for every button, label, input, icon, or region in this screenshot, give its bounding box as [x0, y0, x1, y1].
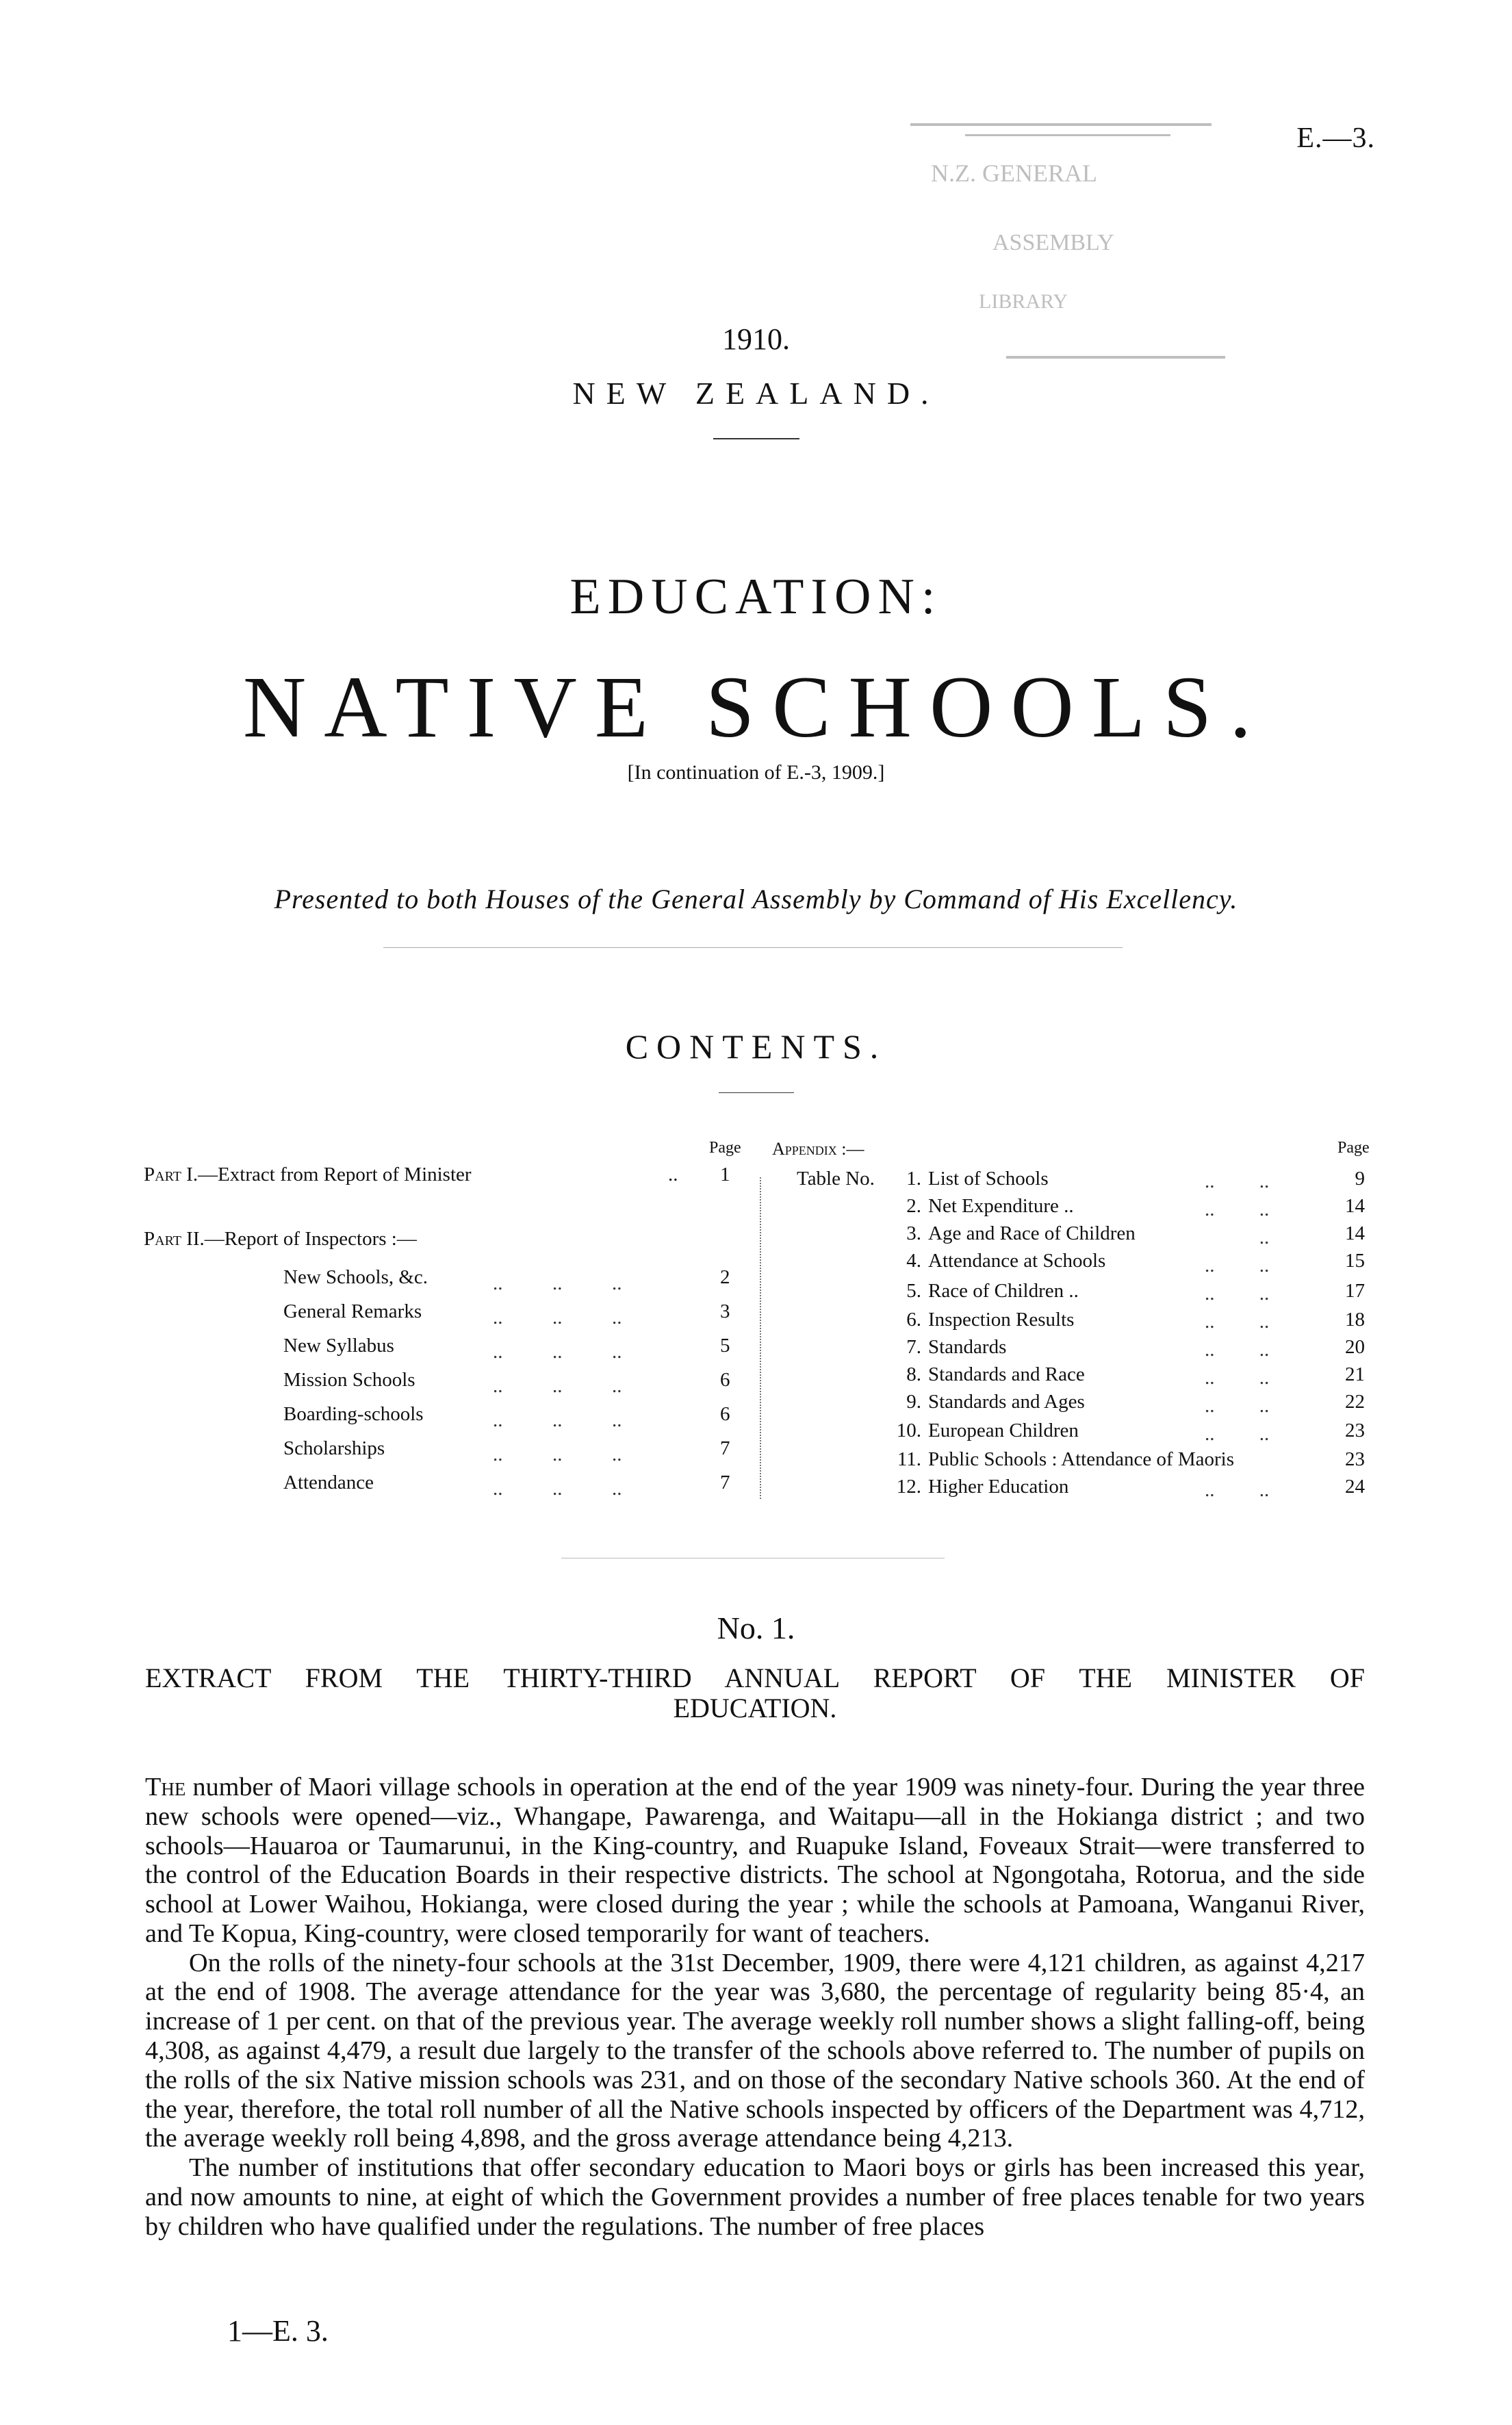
- section-title-line1: EXTRACT FROM THE THIRTY-THIRD ANNUAL REPORT OF THE MINISTER OF: [145, 1663, 1365, 1693]
- appendix-page: 15: [1345, 1250, 1365, 1272]
- toc-part1-text: —Extract from Report of Minister: [198, 1164, 472, 1185]
- toc-part1: [144, 1164, 472, 1186]
- appendix-num: 9.: [906, 1391, 921, 1413]
- appendix-label-item: Attendance at Schools: [928, 1250, 1106, 1272]
- appendix-page: 22: [1345, 1391, 1365, 1413]
- toc-item: General Remarks: [283, 1300, 422, 1322]
- toc-part2-label: Part II.: [144, 1228, 205, 1250]
- appendix-label: Appendix :—: [772, 1139, 864, 1159]
- toc-item-page: 7: [720, 1437, 730, 1459]
- appendix-label-item: Standards: [928, 1336, 1007, 1358]
- toc-item: New Syllabus: [283, 1335, 394, 1357]
- paragraph: The number of Maori village schools in operation at the end of the year 1909 was ninety-four. During the year three new schools were opened—viz., Whangape, Pawarenga, and Waitapu—all in the Hokianga district ; and two schools—Hauaroa or Taumarunui, in the King-country, and Ruapuke Island, Foveaux Strait—were transferred to the control of the Education Boards in their respective districts. The school at Ngongotaha, Rotorua, and the side school at Lower Waihou, Hokianga, were closed during the year ; while the schools at Pamoana, Wanganui River, and Te Kopua, King-country, were closed temporarily for want of teachers.: [145, 1773, 1365, 1948]
- section-title: [145, 1663, 1365, 1723]
- appendix-num: 8.: [906, 1363, 921, 1385]
- toc-leaders: .. .. .. .. .. .. .. .. .. .. .. .. .. .. .. .. .. .. .. .. ..: [1205, 1170, 1270, 1501]
- contents-heading: CONTENTS.: [625, 1027, 887, 1066]
- toc-item-page: 5: [720, 1335, 730, 1357]
- appendix-page: 14: [1345, 1222, 1365, 1244]
- page-title: NATIVE SCHOOLS.: [242, 658, 1270, 756]
- divider: [713, 438, 799, 439]
- appendix-page: 18: [1345, 1309, 1365, 1331]
- divider: [719, 1092, 794, 1093]
- page-column-header: Page: [709, 1139, 741, 1157]
- appendix-num: 1.: [906, 1168, 921, 1190]
- toc-item-page: 2: [720, 1266, 730, 1288]
- appendix-label-item: Net Expenditure ..: [928, 1195, 1074, 1217]
- svg-text:LIBRARY: LIBRARY: [979, 290, 1068, 313]
- toc-part2: [144, 1228, 417, 1250]
- appendix-num: 11.: [897, 1448, 921, 1470]
- toc-item: Boarding-schools: [283, 1403, 424, 1425]
- year: 1910.: [722, 322, 790, 356]
- appendix-page: 14: [1345, 1195, 1365, 1217]
- appendix-page: 20: [1345, 1336, 1365, 1358]
- appendix-num: 3.: [906, 1222, 921, 1244]
- page-column-header: Page: [1337, 1139, 1370, 1157]
- divider: [383, 947, 1123, 948]
- appendix-label-item: Standards and Ages: [928, 1391, 1085, 1413]
- section-body: [145, 1773, 1365, 2242]
- appendix-num: 10.: [896, 1420, 921, 1441]
- appendix-num: 4.: [906, 1250, 921, 1272]
- appendix-page: 21: [1345, 1363, 1365, 1385]
- svg-text:N.Z. GENERAL: N.Z. GENERAL: [931, 159, 1097, 187]
- appendix-label-item: Age and Race of Children: [928, 1222, 1136, 1244]
- subject-heading: EDUCATION:: [569, 569, 943, 625]
- appendix-num: 7.: [906, 1336, 921, 1358]
- svg-text:ASSEMBLY: ASSEMBLY: [992, 230, 1114, 255]
- appendix-label-item: Standards and Race: [928, 1363, 1085, 1385]
- continuation-note: [In continuation of E.-3, 1909.]: [627, 761, 885, 784]
- toc-item: Scholarships: [283, 1437, 385, 1459]
- toc-item: Attendance: [283, 1472, 374, 1493]
- paragraph: On the rolls of the ninety-four schools at the 31st December, 1909, there were 4,121 children, as against 4,217 at the end of 1908. The average attendance for the year was 3,680, the percentage of regularity being 85·4, an increase of 1 per cent. on that of the previous year. The average weekly roll number shows a slight falling-off, being 4,308, as against 4,479, a result due largely to the transfer of the schools above referred to. The number of pupils on the rolls of the six Native mission schools was 231, and on those of the secondary Native schools 360. At the end of the year, therefore, the total roll number of all the Native schools inspected by officers of the Department was 4,712, the average weekly roll being 4,898, and the gross average attendance being 4,213.: [145, 1948, 1365, 2153]
- toc-part1-page: 1: [720, 1164, 730, 1185]
- appendix-page: 24: [1345, 1476, 1365, 1498]
- toc-item: New Schools, &c.: [283, 1266, 428, 1288]
- toc-part2-text: —Report of Inspectors :—: [204, 1228, 417, 1250]
- toc-leaders: .. .. .. .. .. .. .. .. .. .. .. .. .. .. .. .. .. .. .. .. ..: [493, 1272, 622, 1500]
- appendix-num: 2.: [906, 1195, 921, 1217]
- section-title-line2: EDUCATION.: [673, 1693, 837, 1723]
- appendix-page: 23: [1345, 1420, 1365, 1441]
- presented-note: Presented to both Houses of the General Assembly by Command of His Excellency.: [274, 884, 1238, 914]
- appendix-label-item: Public Schools : Attendance of Maoris: [928, 1448, 1235, 1470]
- appendix-label-item: Race of Children ..: [928, 1280, 1079, 1302]
- toc-dots: ..: [668, 1164, 678, 1185]
- appendix-label-item: Higher Education: [928, 1476, 1069, 1498]
- toc-part1-label: Part I.: [144, 1164, 198, 1185]
- appendix-num: 6.: [906, 1309, 921, 1331]
- paragraph-lead: The: [145, 1773, 186, 1801]
- table-prefix: Table No.: [797, 1168, 875, 1190]
- appendix-label-item: List of Schools: [928, 1168, 1049, 1190]
- appendix-label-item: Inspection Results: [928, 1309, 1075, 1331]
- column-divider: [760, 1177, 761, 1499]
- toc-item-page: 7: [720, 1472, 730, 1493]
- toc-item: Mission Schools: [283, 1369, 415, 1391]
- toc-item-page: 3: [720, 1300, 730, 1322]
- appendix-label-item: European Children: [928, 1420, 1079, 1441]
- appendix-page: 23: [1345, 1448, 1365, 1470]
- paragraph: The number of institutions that offer secondary education to Maori boys or girls has been increased this year, and now amounts to nine, at eight of which the Government provides a number of free places tenable for two years by children who have qualified under the regulations. The number of free places: [145, 2153, 1365, 2241]
- appendix-num: 12.: [896, 1476, 921, 1498]
- appendix-page: 9: [1355, 1168, 1365, 1190]
- section-number: No. 1.: [717, 1611, 795, 1645]
- toc-item-page: 6: [720, 1369, 730, 1391]
- toc-item-page: 6: [720, 1403, 730, 1425]
- page-footer: 1—E. 3.: [227, 2314, 329, 2348]
- appendix-page: 17: [1345, 1280, 1365, 1302]
- country: NEW ZEALAND.: [572, 376, 940, 411]
- document-reference: E.—3.: [1296, 123, 1375, 154]
- appendix-num: 5.: [906, 1280, 921, 1302]
